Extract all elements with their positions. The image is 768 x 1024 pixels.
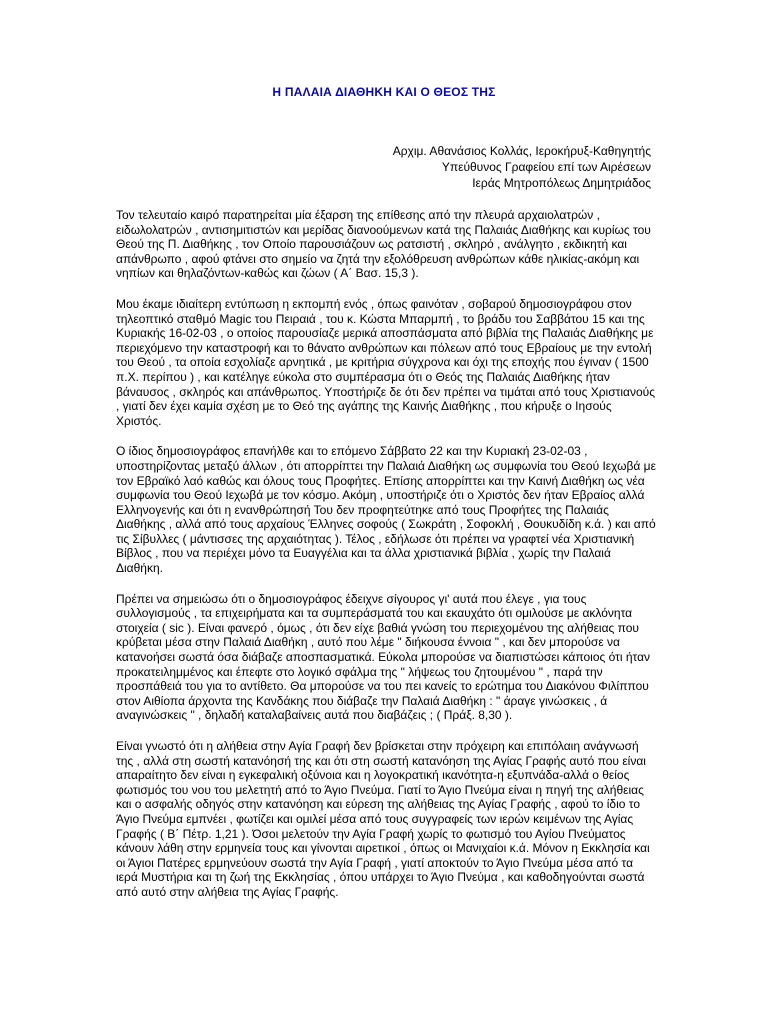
author-office-line: Υπεύθυνος Γραφείου επί των Αιρέσεων: [441, 160, 651, 174]
author-diocese-line: Ιεράς Μητροπόλεως Δημητριάδος: [472, 176, 651, 190]
author-name-line: Αρχιμ. Αθανάσιος Κολλάς, Ιεροκήρυξ-Καθηγητής: [392, 144, 651, 158]
document-body: [116, 208, 656, 916]
document-title: Η ΠΑΛΑΙΑ ΔΙΑΘΗΚΗ ΚΑΙ Ο ΘΕΟΣ ΤΗΣ: [272, 85, 496, 99]
paragraph-3: Ο ίδιος δημοσιογράφος επανήλθε και το επόμενο Σάββατο 22 και την Κυριακή 23-02-03 , υποστηρίζοντας μεταξύ άλλων , ότι απορρίπτει την Παλαιά Διαθήκη ως συμφωνία του Θεού Ιεχωβά με τον Εβραϊκό λαό καθώς και όλους τους Προφήτες. Επίσης απορρίπτει και την Καινή Διαθήκη ως νέα συμφωνία του Θεού Ιεχωβά με τον κόσμο. Ακόμη , υποστήριζε ότι ο Χριστός δεν ήταν Εβραίος αλλά Ελληνογενής και ότι η ενανθρώπησή Του δεν προφητεύτηκε από τους Προφήτες της Παλαιάς Διαθήκης , αλλά από τους αρχαίους Έλληνες σοφούς ( Σωκράτη , Σοφοκλή , Θουκυδίδη κ.ά. ) και από τις Σίβυλλες ( μάντισσες της αρχαιότητας ). Τέλος , εδήλωσε ότι πρέπει να γραφτεί νέα Χριστιανική Βίβλος , που να περιέχει μόνο τα Ευαγγέλια και τα άλλα χριστιανικά βιβλία , χωρίς την Παλαιά Διαθήκη.: [116, 444, 656, 576]
paragraph-5: Είναι γνωστό ότι η αλήθεια στην Αγία Γραφή δεν βρίσκεται στην πρόχειρη και επιπόλαιη ανάγνωσή της , αλλά στη σωστή κατανόησή της και ότι στη σωστή κατανόηση της Αγίας Γραφής αυτό που είναι απαραίτητο δεν είναι η εγκεφαλική οξύνοια και η λογοκρατική ικανότητα-η εξυπνάδα-αλλά ο θείος φωτισμός του νου του μελετητή από το Άγιο Πνεύμα. Γιατί το Άγιο Πνεύμα είναι η πηγή της αλήθειας και ο ασφαλής οδηγός στην κατανόηση και εύρεση της αλήθειας της Αγίας Γραφής , αφού το ίδιο το Άγιο Πνεύμα εμπνέει , φωτίζει και ομιλεί μέσα από τους συγγραφείς των ιερών κειμένων της Αγίας Γραφής ( Β΄ Πέτρ. 1,21 ). Όσοι μελετούν την Αγία Γραφή χωρίς το φωτισμό του Αγίου Πνεύματος κάνουν λάθη στην ερμηνεία τους και γίνονται αιρετικοί , όπως οι Μανιχαίοι κ.ά. Μόνον η Εκκλησία και οι Άγιοι Πατέρες ερμηνεύουν σωστά την Αγία Γραφή , γιατί αποκτούν το Άγιο Πνεύμα μέσα από τα ιερά Μυστήρια και τη ζωή της Εκκλησίας , όπου υπάρχει το Άγιο Πνεύμα , και καθοδηγούνται σωστά από αυτό στην αλήθεια της Αγίας Γραφής.: [116, 739, 650, 899]
paragraph-1: Τον τελευταίο καιρό παρατηρείται μία έξαρση της επίθεσης από την πλευρά αρχαιολατρών , ειδωλολατρών , αντισημιτιστών και μερίδας διανοούμενων κατά της Παλαιάς Διαθήκης και κυρίως του Θεού της Π. Διαθήκης , τον Οποίο παρουσιάζουν ως ρατσιστή , σκληρό , ανάλγητο , εκδικητή και απάνθρωπο , αφού φτάνει στο σημείο να ζητά την εξολόθρευση ανθρώπων κάθε ηλικίας-ακόμη και νηπίων και θηλαζόντων-καθώς και ζώων ( Α΄ Βασ. 15,3 ).: [116, 208, 651, 281]
paragraph-2: Μου έκαμε ιδιαίτερη εντύπωση η εκπομπή ενός , όπως φαινόταν , σοβαρού δημοσιογράφου στον τηλεοπτικό σταθμό Magic του Πειραιά , του κ. Κώστα Μπαρμπή , το βράδυ του Σαββάτου 15 και της Κυριακής 16-02-03 , ο οποίος παρουσίαζε μερικά αποσπάσματα από βιβλία της Παλαιάς Διαθήκης με περιεχόμενο την καταστροφή και το θάνατο ανθρώπων και πόλεων από τους Εβραίους με την εντολή του Θεού , τα οποία εσχολίαζε αρνητικά , με κριτήρια σύγχρονα και όχι της εποχής που έγιναν ( 1500 π.Χ. περίπου ) , και κατέληγε εύκολα στο συμπέρασμα ότι ο Θεός της Παλαιάς Διαθήκης ήταν βάναυσος , σκληρός και απάνθρωπος. Υποστήριζε δε ότι δεν πρέπει να τιμάται από τους Χριστιανούς , γιατί δεν έχει καμία σχέση με το Θεό της αγάπης της Καινής Διαθήκης , που κήρυξε ο Ιησούς Χριστός.: [116, 296, 655, 428]
author-block: [393, 143, 651, 191]
paragraph-4: Πρέπει να σημειώσω ότι ο δημοσιογράφος έδειχνε σίγουρος γι' αυτά που έλεγε , για τους συλλογισμούς , τα επιχειρήματα και τα συμπεράσματά του και εκαυχάτο ότι ομιλούσε με ακλόνητα στοιχεία ( sic ). Είναι φανερό , όμως , ότι δεν είχε βαθιά γνώση του περιεχομένου της αλήθειας που κρύβεται μέσα στην Παλαιά Διαθήκη , αυτό που λέμε " διήκουσα έννοια " , και δεν μπορούσε να κατανοήσει σωστά όσα διάβαζε αποσπασματικά. Εύκολα μπορούσε να διαπιστώσει κάποιος ότι ήταν προκατειλημμένος και έπεφτε στο λογικό σφάλμα της " λήψεως του ζητουμένου " , παρά την προσπάθειά του για το αντίθετο. Θα μπορούσε να του πει κανείς το ερώτημα του Διακόνου Φιλίππου στον Αιθίοπα άρχοντα της Κανδάκης που διάβαζε την Παλαιά Διαθήκη : " άραγε γινώσκεις , ά αναγινώσκεις " , δηλαδή καταλαβαίνεις αυτά που διαβάζεις ; ( Πράξ. 8,30 ).: [116, 591, 651, 723]
